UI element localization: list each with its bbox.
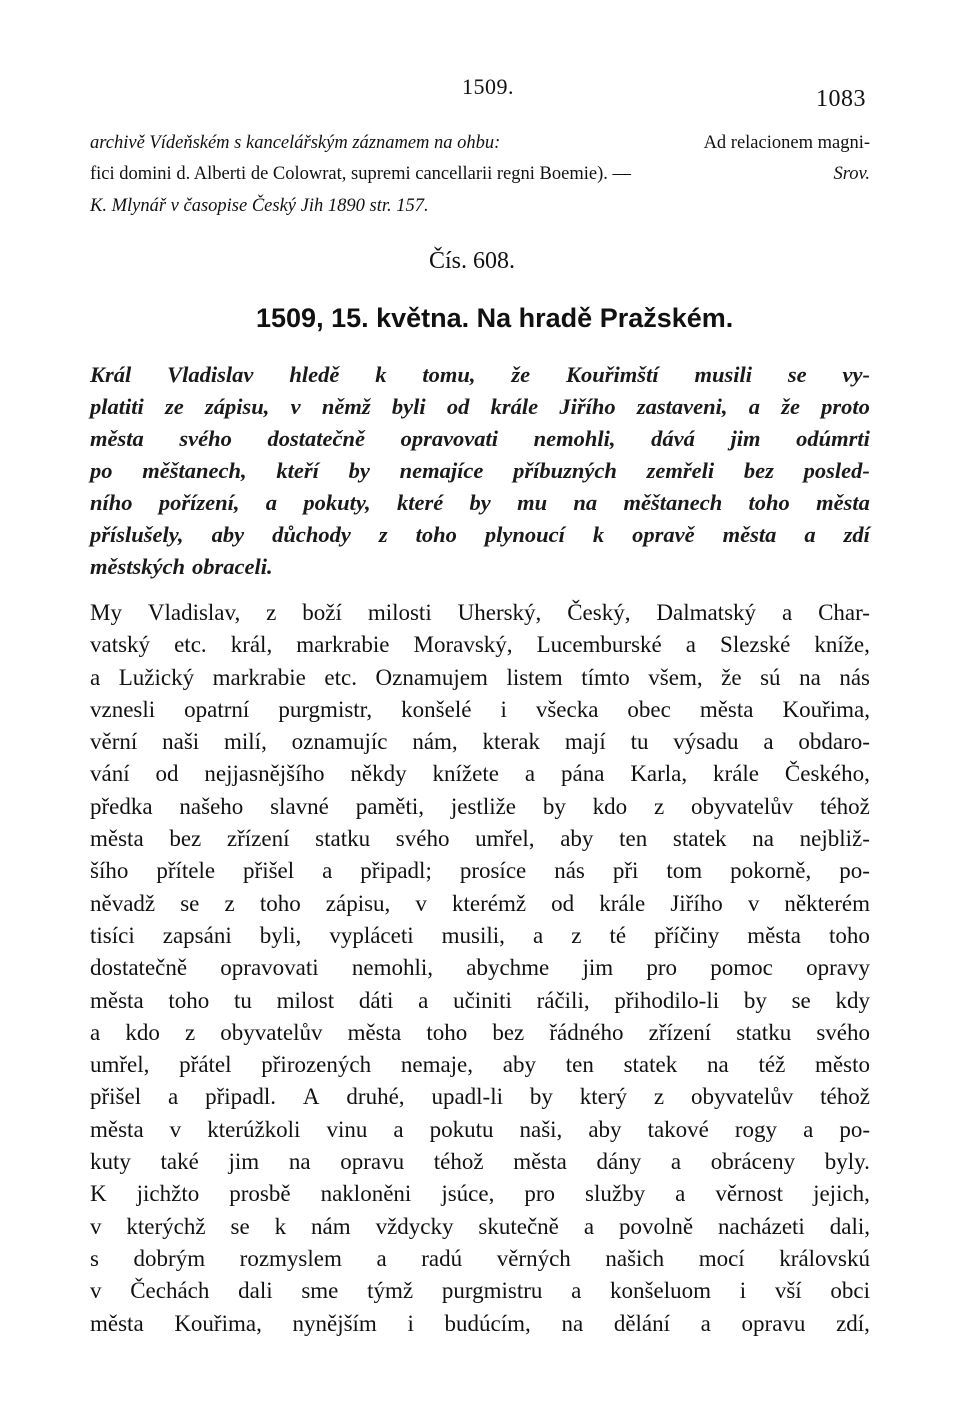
text-line: umřel, přátel přirozených nemaje, aby ten statek na též město [90,1052,870,1078]
regest-line: města svého dostatečně opravovati nemohli, dává jim odúmrti [90,426,870,451]
footnote-segment: Ad relacionem magni- [703,133,870,153]
running-header-year: 1509. [462,74,514,99]
text-line: a kdo z obyvatelův města toho bez řádného zřízení statku svého [90,1019,870,1045]
charter-text [90,600,870,1343]
regest-line: městských obraceli. [90,554,273,579]
text-line: města toho tu milost dáti a učiniti ráčili, přihodilo-li by se kdy [90,987,870,1013]
footnote-segment: K. Mlynář v časopise Český Jih 1890 str. 157. [90,196,429,216]
text-line: vznesli opatrní purgmistr, konšelé i všecka obec města Kouřima, [90,696,870,722]
footnote-line [90,197,870,219]
footnote-segment: Srov. [833,164,870,184]
text-line: přišel a připadl. A druhé, upadl-li by který z obyvatelův téhož [90,1084,870,1110]
text-line: vání od nejjasnějšího někdy knížete a pána Karla, krále Českého, [90,761,870,787]
regest-summary [90,362,870,586]
text-line: v Čechách dali sme týmž purgmistru a konšeluom i vší obci [90,1278,870,1304]
regest-line: po měštanech, kteří by nemajíce příbuzných zemřeli bez posled- [90,458,870,483]
text-line: města Kouřima, nynějším i budúcím, na dělání a opravu zdí, [90,1310,870,1336]
text-line: dostatečně opravovati nemohli, abychme jim pro pomoc opravy [90,955,870,981]
text-line: kuty také jim na opravu téhož města dány a obráceny byly. [90,1149,870,1175]
footnote-line [90,134,870,156]
page-number: 1083 [816,86,866,112]
text-line: v kterýchž se k nám vždycky skutečně a povolně nacházeti dali, [90,1213,870,1239]
text-line: K jichžto prosbě nakloněni jsúce, pro služby a věrnost jejich, [90,1181,870,1207]
text-line: šího přítele přišel a připadl; prosíce nás při tom pokorně, po- [90,858,870,884]
regest-line: příslušely, aby důchody z toho plynoucí k opravě města a zdí [90,522,870,547]
text-line: města v kterúžkoli vinu a pokutu naši, aby takové rogy a po- [90,1116,870,1142]
text-line: vatský etc. král, markrabie Moravský, Lucemburské a Slezské kníže, [90,632,870,658]
text-line: tisíci zapsáni byli, vypláceti musili, a z té příčiny města toho [90,922,870,948]
footnote-segment: archivě Vídeňském s kancelářským záznamem na ohbu: [90,133,501,153]
text-line: věrní naši milí, oznamujíc nám, kterak mají tu výsadu a obdaro- [90,729,870,755]
text-line: My Vladislav, z boží milosti Uherský, Český, Dalmatský a Char- [90,600,870,625]
footnote-line [90,165,870,187]
document-number: Čís. 608. [429,248,516,274]
footnote-segment: fici domini d. Alberti de Colowrat, supremi cancellarii regni Boemie). — [90,164,631,184]
text-line: s dobrým rozmyslem a radú věrných našich mocí královskú [90,1245,870,1271]
regest-line: Král Vladislav hledě k tomu, že Kouřimští musili se vy- [90,362,870,387]
text-line: města bez zřízení statku svého umřel, aby ten statek na nejbliž- [90,826,870,852]
regest-line: platiti ze zápisu, v němž byli od krále Jiřího zastaveni, a že proto [90,394,870,419]
text-line: něvadž se z toho zápisu, v kterémž od krále Jiřího v některém [90,890,870,916]
text-line: a Lužický markrabie etc. Oznamujem listem tímto všem, že sú na nás [90,664,870,690]
document-dateline: 1509, 15. května. Na hradě Pražském. [256,303,734,333]
regest-line: ního pořízení, a pokuty, které by mu na měštanech toho města [90,490,870,515]
text-line: předka našeho slavné paměti, jestliže by kdo z obyvatelův téhož [90,793,870,819]
